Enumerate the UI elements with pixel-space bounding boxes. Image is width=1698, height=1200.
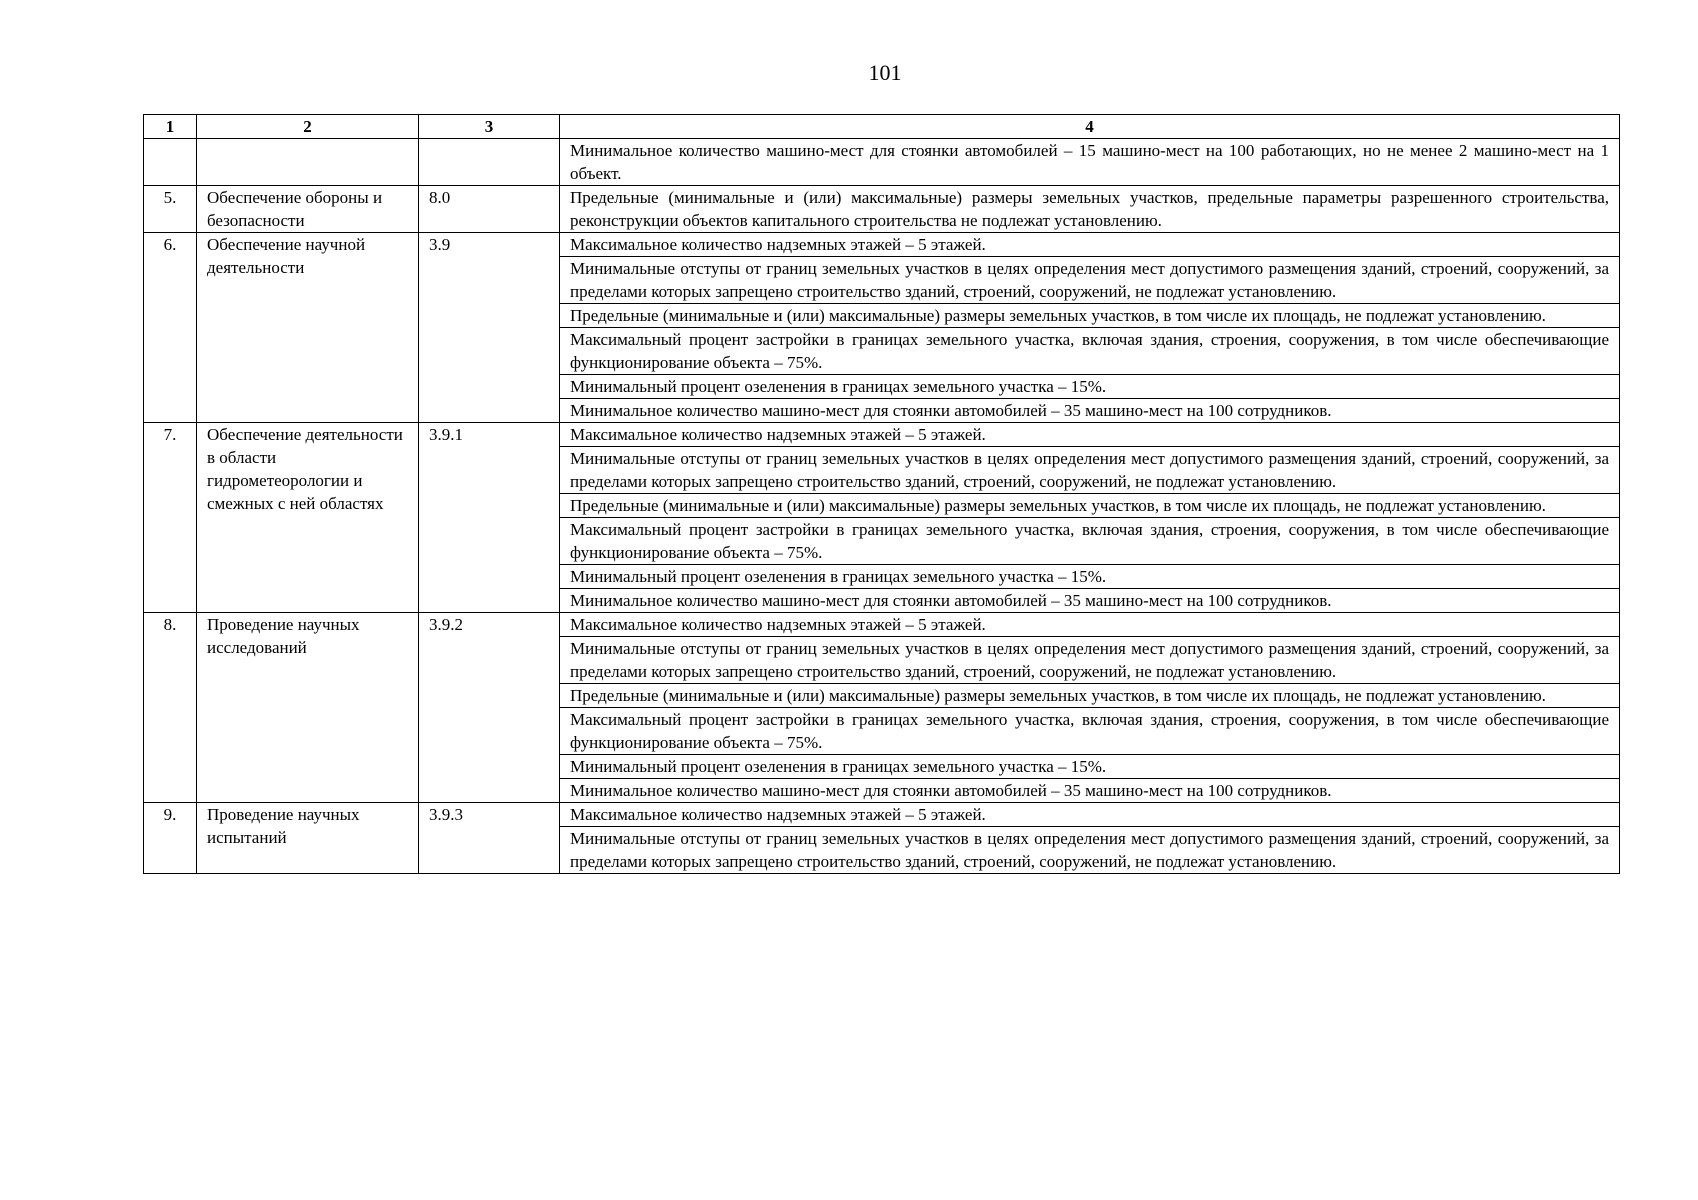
number-cell: 7.	[144, 423, 197, 613]
number-cell: 6.	[144, 233, 197, 423]
requirement-cell: Минимальное количество машино-мест для стоянки автомобилей – 15 машино-мест на 100 работающих, но не менее 2 машино-мест на 1 объект.	[560, 139, 1620, 186]
code-cell	[419, 139, 560, 186]
requirement-cell: Минимальный процент озеленения в границах земельного участка – 15%.	[560, 755, 1620, 779]
table-row	[144, 139, 1620, 186]
table-header	[144, 115, 1620, 139]
requirement-cell: Максимальный процент застройки в границах земельного участка, включая здания, строения, сооружения, в том числе обеспечивающие функционирование объекта – 75%.	[560, 518, 1620, 565]
name-cell: Обеспечение деятельности в области гидрометеорологии и смежных с ней областях	[197, 423, 419, 613]
requirement-cell: Минимальное количество машино-мест для стоянки автомобилей – 35 машино-мест на 100 сотрудников.	[560, 589, 1620, 613]
table-row	[144, 613, 1620, 637]
name-cell: Проведение научных исследований	[197, 613, 419, 803]
code-cell: 3.9.2	[419, 613, 560, 803]
code-cell: 3.9	[419, 233, 560, 423]
header-row	[144, 115, 1620, 139]
requirement-cell: Предельные (минимальные и (или) максимальные) размеры земельных участков, в том числе их площадь, не подлежат установлению.	[560, 494, 1620, 518]
number-cell: 5.	[144, 186, 197, 233]
table-body	[144, 139, 1620, 874]
requirement-cell: Максимальный процент застройки в границах земельного участка, включая здания, строения, сооружения, в том числе обеспечивающие функционирование объекта – 75%.	[560, 328, 1620, 375]
code-cell: 8.0	[419, 186, 560, 233]
table-row	[144, 186, 1620, 233]
requirement-cell: Минимальные отступы от границ земельных участков в целях определения мест допустимого размещения зданий, строений, сооружений, за пределами которых запрещено строительство зданий, строений, сооружений, не подлежат установлению.	[560, 637, 1620, 684]
column-header: 3	[419, 115, 560, 139]
requirement-cell: Минимальные отступы от границ земельных участков в целях определения мест допустимого размещения зданий, строений, сооружений, за пределами которых запрещено строительство зданий, строений, сооружений, не подлежат установлению.	[560, 257, 1620, 304]
requirement-cell: Минимальный процент озеленения в границах земельного участка – 15%.	[560, 375, 1620, 399]
code-cell: 3.9.1	[419, 423, 560, 613]
name-cell: Обеспечение научной деятельности	[197, 233, 419, 423]
column-header: 1	[144, 115, 197, 139]
name-cell: Обеспечение обороны и безопасности	[197, 186, 419, 233]
requirement-cell: Предельные (минимальные и (или) максимальные) размеры земельных участков, предельные параметры разрешенного строительства, реконструкции объектов капитального строительства не подлежат установлению.	[560, 186, 1620, 233]
table-row	[144, 233, 1620, 257]
code-cell: 3.9.3	[419, 803, 560, 874]
requirement-cell: Минимальные отступы от границ земельных участков в целях определения мест допустимого размещения зданий, строений, сооружений, за пределами которых запрещено строительство зданий, строений, сооружений, не подлежат установлению.	[560, 827, 1620, 874]
requirement-cell: Максимальное количество надземных этажей – 5 этажей.	[560, 613, 1620, 637]
page-number: 101	[868, 60, 902, 85]
requirement-cell: Минимальное количество машино-мест для стоянки автомобилей – 35 машино-мест на 100 сотрудников.	[560, 399, 1620, 423]
number-cell: 9.	[144, 803, 197, 874]
table-row	[144, 423, 1620, 447]
number-cell	[144, 139, 197, 186]
requirement-cell: Максимальное количество надземных этажей – 5 этажей.	[560, 233, 1620, 257]
regulations-table	[143, 114, 1620, 874]
requirement-cell: Минимальный процент озеленения в границах земельного участка – 15%.	[560, 565, 1620, 589]
requirement-cell: Минимальные отступы от границ земельных участков в целях определения мест допустимого размещения зданий, строений, сооружений, за пределами которых запрещено строительство зданий, строений, сооружений, не подлежат установлению.	[560, 447, 1620, 494]
requirement-cell: Максимальное количество надземных этажей – 5 этажей.	[560, 423, 1620, 447]
name-cell: Проведение научных испытаний	[197, 803, 419, 874]
column-header: 4	[560, 115, 1620, 139]
requirement-cell: Предельные (минимальные и (или) максимальные) размеры земельных участков, в том числе их площадь, не подлежат установлению.	[560, 684, 1620, 708]
requirement-cell: Максимальный процент застройки в границах земельного участка, включая здания, строения, сооружения, в том числе обеспечивающие функционирование объекта – 75%.	[560, 708, 1620, 755]
requirement-cell: Максимальное количество надземных этажей – 5 этажей.	[560, 803, 1620, 827]
column-header: 2	[197, 115, 419, 139]
number-cell: 8.	[144, 613, 197, 803]
name-cell	[197, 139, 419, 186]
table-row	[144, 803, 1620, 827]
requirement-cell: Минимальное количество машино-мест для стоянки автомобилей – 35 машино-мест на 100 сотрудников.	[560, 779, 1620, 803]
requirement-cell: Предельные (минимальные и (или) максимальные) размеры земельных участков, в том числе их площадь, не подлежат установлению.	[560, 304, 1620, 328]
